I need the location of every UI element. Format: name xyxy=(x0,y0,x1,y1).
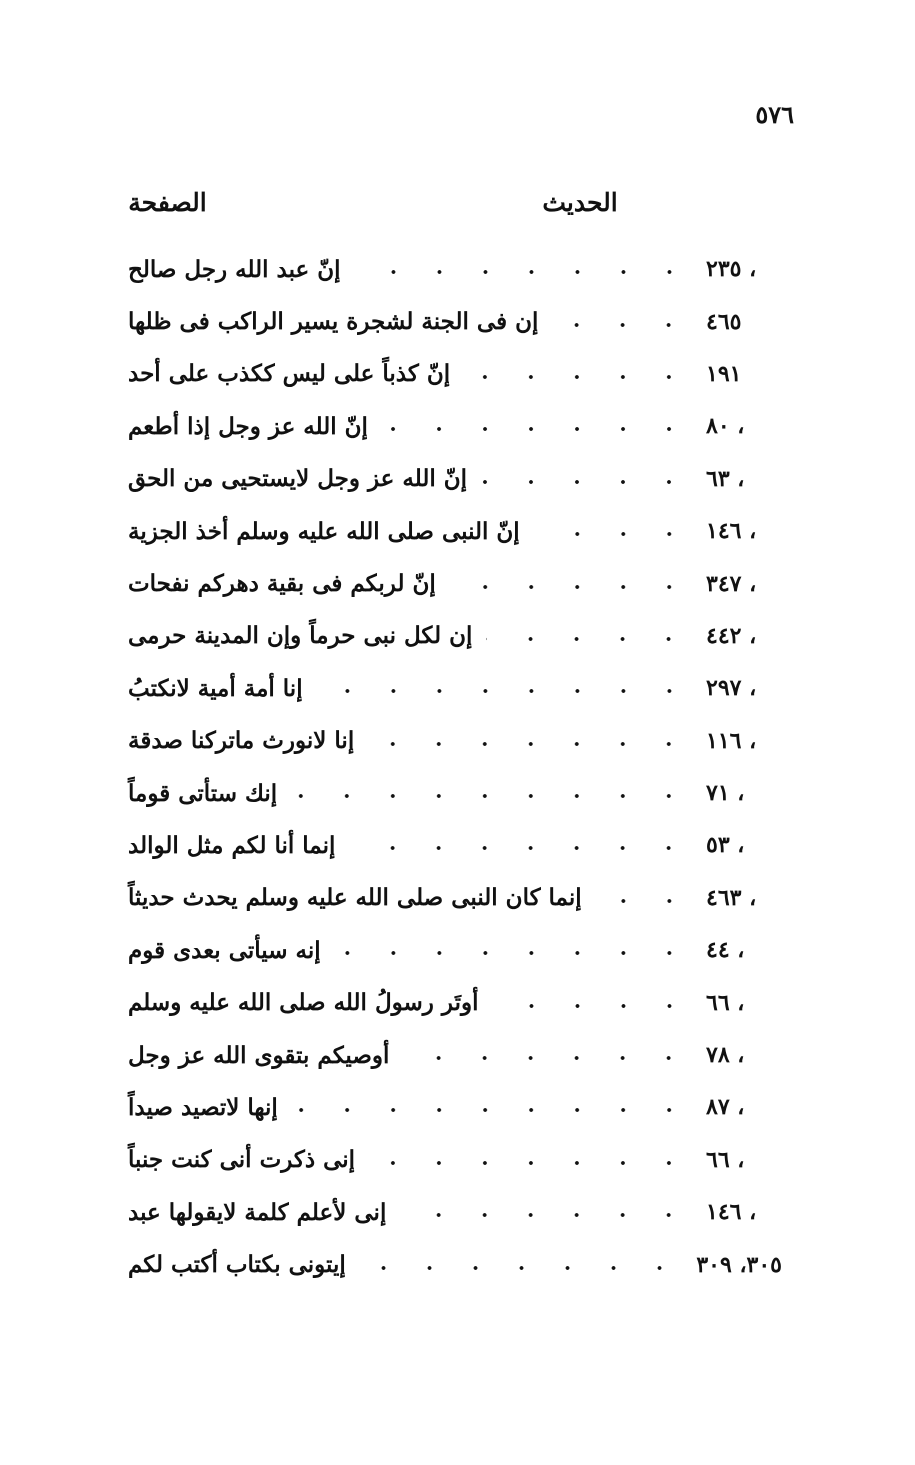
page-reference: ، ٦٦ xyxy=(706,989,745,1016)
page-number: ٥٧٦ xyxy=(755,100,794,129)
page-reference: ، ٤٤٢ xyxy=(706,622,757,649)
index-entry xyxy=(110,976,782,1028)
hadith-text: إنّ كذباً على ليس ككذب على أحد xyxy=(128,360,451,388)
leader-dots xyxy=(317,687,692,695)
hadith-text: إنها لاتصيد صيداً xyxy=(128,1093,278,1121)
page-reference: ، ٢٣٥ xyxy=(706,256,757,283)
leader-dots xyxy=(349,844,692,852)
hadith-text: إنى لأعلم كلمة لايقولها عبد xyxy=(128,1198,387,1226)
page-reference: ، ٧١ xyxy=(706,780,745,807)
hadith-text: إنما كان النبى صلى الله عليه وسلم يحدث حديثاً xyxy=(128,884,582,912)
page-reference: ، ٧٨ xyxy=(706,1042,745,1069)
index-entry xyxy=(110,295,782,347)
page-reference: ، ١٤٦ xyxy=(706,518,757,545)
hadith-text: إنّ النبى صلى الله عليه وسلم أخذ الجزية xyxy=(128,517,520,545)
leader-dots xyxy=(382,425,692,433)
hadith-text: إنما أنا لكم مثل الوالد xyxy=(128,831,336,859)
page-reference: ، ٣٤٧ xyxy=(706,570,757,597)
leader-dots xyxy=(552,321,692,329)
index-entry xyxy=(110,505,782,557)
page-reference: ، ١٤٦ xyxy=(706,1199,757,1226)
index-entry xyxy=(110,348,782,400)
hadith-column-header: الحديث xyxy=(542,188,618,217)
hadith-text: إنى ذكرت أنى كنت جنباً xyxy=(128,1146,356,1174)
leader-dots xyxy=(291,792,692,800)
leader-dots xyxy=(400,1211,692,1219)
page-reference: ، ١١٦ xyxy=(706,727,757,754)
hadith-text: إنّ عبد الله رجل صالح xyxy=(128,255,341,283)
leader-dots xyxy=(534,530,692,538)
hadith-text: إنّ الله عز وجل إذا أطعم xyxy=(128,412,368,440)
leader-dots xyxy=(360,1264,683,1272)
page-reference: ١٩١ xyxy=(706,360,742,387)
index-entry xyxy=(110,767,782,819)
page-reference: ، ٢٩٧ xyxy=(706,675,757,702)
hadith-text: إنه سيأتى بعدى قوم xyxy=(128,936,321,964)
leader-dots xyxy=(481,478,692,486)
hadith-text: إن فى الجنة لشجرة يسير الراكب فى ظلها xyxy=(128,308,539,336)
page-reference: ، ٤٤ xyxy=(706,937,745,964)
hadith-index-list xyxy=(110,243,782,1291)
page-reference: ، ٤٦٣ xyxy=(706,884,757,911)
hadith-text: أوصيكم بتقوى الله عز وجل xyxy=(128,1041,390,1069)
page-reference: ٤٦٥ xyxy=(706,308,742,335)
page-reference: ، ٨٧ xyxy=(706,1094,745,1121)
index-entry xyxy=(110,924,782,976)
leader-dots xyxy=(355,268,692,276)
index-entry xyxy=(110,1029,782,1081)
index-entry xyxy=(110,610,782,662)
page-reference: ، ٥٣ xyxy=(706,832,745,859)
leader-dots xyxy=(368,740,692,748)
leader-dots xyxy=(369,1159,692,1167)
index-entry xyxy=(110,400,782,452)
page-reference: ، ٦٣ xyxy=(706,465,745,492)
index-entry xyxy=(110,557,782,609)
index-entry xyxy=(110,1238,782,1290)
hadith-text: إنا لانورث ماتركنا صدقة xyxy=(128,727,355,755)
leader-dots xyxy=(450,583,692,591)
index-entry xyxy=(110,1081,782,1133)
leader-dots xyxy=(493,1002,692,1010)
index-entry xyxy=(110,1186,782,1238)
hadith-text: إنا أمة أمية لانكتبُ xyxy=(128,674,303,702)
hadith-text: إيتونى بكتاب أكتب لكم xyxy=(128,1251,346,1279)
leader-dots xyxy=(596,897,692,905)
index-entry xyxy=(110,662,782,714)
leader-dots xyxy=(335,949,692,957)
index-entry xyxy=(110,819,782,871)
hadith-text: إنّ الله عز وجل لايستحيى من الحق xyxy=(128,465,468,493)
hadith-text: إن لكل نبى حرماً وإن المدينة حرمى xyxy=(128,622,473,650)
leader-dots xyxy=(486,635,692,643)
hadith-text: إنك ستأتى قوماً xyxy=(128,779,278,807)
index-entry xyxy=(110,715,782,767)
leader-dots xyxy=(292,1106,692,1114)
page-reference: ، ٦٦ xyxy=(706,1146,745,1173)
leader-dots xyxy=(464,373,692,381)
hadith-text: أوتَر رسولُ الله صلى الله عليه وسلم xyxy=(128,989,479,1017)
hadith-text: إنّ لربكم فى بقية دهركم نفحات xyxy=(128,570,436,598)
index-entry xyxy=(110,243,782,295)
index-entry xyxy=(110,872,782,924)
index-entry xyxy=(110,1134,782,1186)
leader-dots xyxy=(403,1054,692,1062)
page-column-header: الصفحة xyxy=(128,188,207,217)
index-entry xyxy=(110,453,782,505)
page-reference: ٣٠٥، ٣٠٩ xyxy=(696,1251,782,1278)
page-reference: ، ٨٠ xyxy=(706,413,745,440)
